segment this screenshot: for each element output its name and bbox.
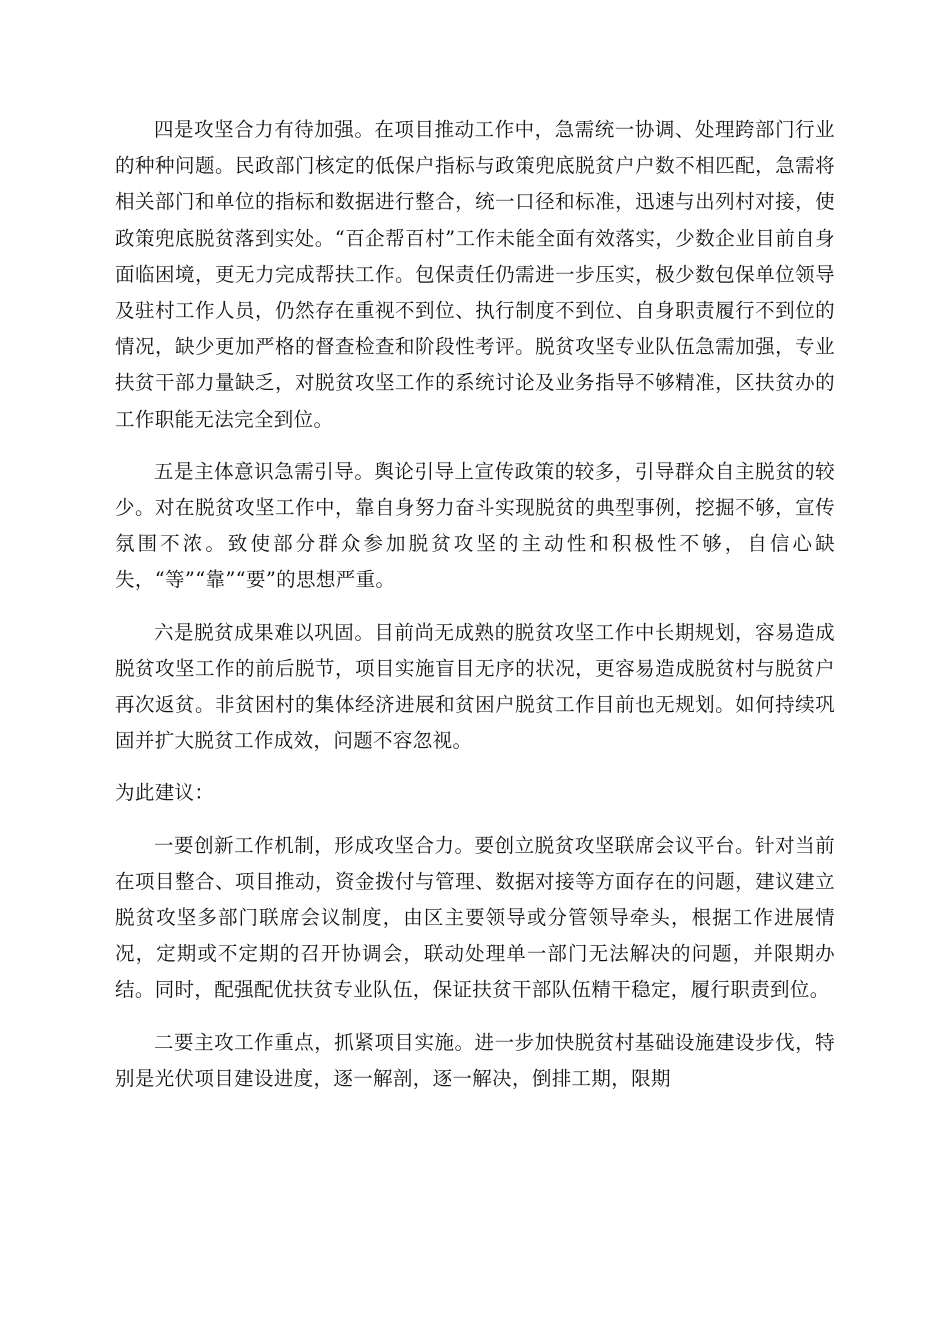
suggestion-2-projects: 二要主攻工作重点，抓紧项目实施。进一步加快脱贫村基础设施建设步伐，特别是光伏项目建设进度，逐一解剖，逐一解决，倒排工期，限期 xyxy=(115,1030,835,1090)
paragraph-5-awareness: 五是主体意识急需引导。舆论引导上宣传政策的较多，引导群众自主脱贫的较少。对在脱贫攻坚工作中，靠自身努力奋斗实现脱贫的典型事例，挖掘不够，宣传氛围不浓。致使部分群众参加脱贫攻坚的主动性和积极性不够，自信心缺失，“等”“靠”“要”的思想严重。 xyxy=(115,459,835,592)
suggestion-1-mechanism: 一要创新工作机制，形成攻坚合力。要创立脱贫攻坚联席会议平台。针对当前在项目整合、项目推动，资金拨付与管理、数据对接等方面存在的问题，建议建立脱贫攻坚多部门联席会议制度，由区主要领导或分管领导牵头，根据工作进展情况，定期或不定期的召开协调会，联动处理单一部门无法解决的问题，并限期办结。同时，配强配优扶贫专业队伍，保证扶贫干部队伍精干稳定，履行职责到位。 xyxy=(115,833,835,1002)
suggestions-heading: 为此建议： xyxy=(115,781,215,805)
paragraph-4-cohesion: 四是攻坚合力有待加强。在项目推动工作中，急需统一协调、处理跨部门行业的种种问题。民政部门核定的低保户指标与政策兜底脱贫户户数不相匹配，急需将相关部门和单位的指标和数据进行整合，统一口径和标准，迅速与出列村对接，使政策兜底脱贫落到实处。“百企帮百村”工作未能全面有效落实，少数企业目前自身面临困境，更无力完成帮扶工作。包保责任仍需进一步压实，极少数包保单位领导及驻村工作人员，仍然存在重视不到位、执行制度不到位、自身职责履行不到位的情况，缺少更加严格的督查检查和阶段性考评。脱贫攻坚专业队伍急需加强，专业扶贫干部力量缺乏，对脱贫攻坚工作的系统讨论及业务指导不够精准，区扶贫办的工作职能无法完全到位。 xyxy=(115,118,835,431)
document-body xyxy=(115,112,835,1113)
paragraph-6-consolidation: 六是脱贫成果难以巩固。目前尚无成熟的脱贫攻坚工作中长期规划，容易造成脱贫攻坚工作的前后脱节，项目实施盲目无序的状况，更容易造成脱贫村与脱贫户再次返贫。非贫困村的集体经济进展和贫困户脱贫工作目前也无规划。如何持续巩固并扩大脱贫工作成效，问题不容忽视。 xyxy=(115,620,835,753)
